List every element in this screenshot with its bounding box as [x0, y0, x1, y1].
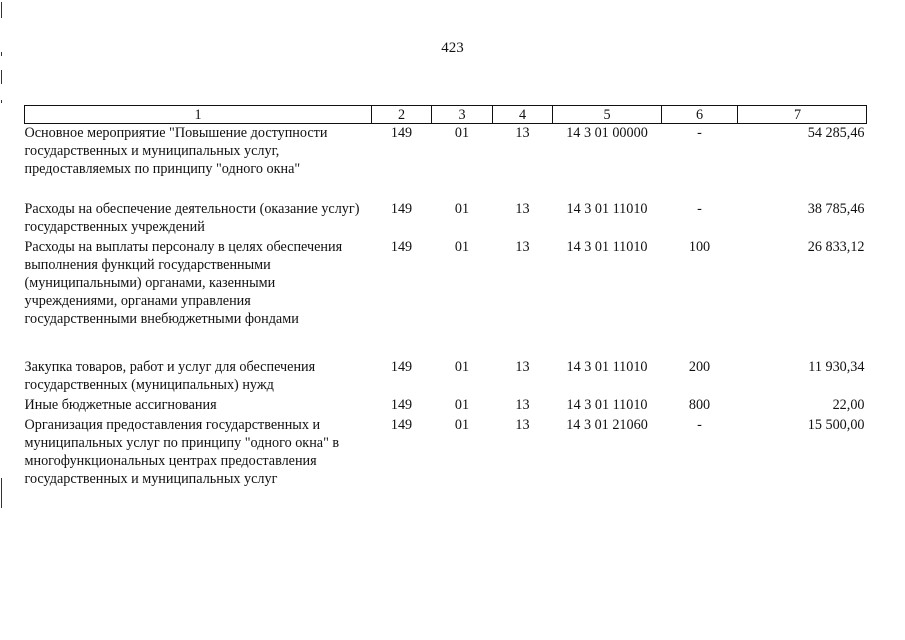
table-row: [25, 200, 867, 238]
row-target-article: 14 3 01 00000: [566, 125, 648, 141]
margin-scan-marks: [0, 0, 4, 520]
row-amount: 38 785,46: [807, 201, 865, 217]
table-row: [25, 416, 867, 488]
table-row: [25, 238, 867, 358]
row-name: Иные бюджетные ассигнования: [24, 397, 217, 413]
row-target-article: 14 3 01 11010: [566, 239, 648, 255]
column-header: 6: [662, 106, 738, 124]
row-ministry-code: 149: [390, 239, 413, 255]
row-amount: 15 500,00: [807, 417, 865, 433]
row-expense-type: -: [697, 201, 702, 217]
row-expense-type: 100: [688, 239, 711, 255]
row-target-article: 14 3 01 21060: [566, 417, 648, 433]
row-expense-type: 800: [688, 397, 711, 413]
row-target-article: 14 3 01 11010: [566, 359, 648, 375]
row-name: Расходы на выплаты персоналу в целях обеспечения выполнения функций государственными (муниципальными) органами, казенными учреждениями, органами управления государственными внебюджетными фондами: [24, 239, 343, 327]
row-subsection-code: 13: [515, 397, 530, 413]
column-header: 3: [432, 106, 493, 124]
row-subsection-code: 13: [515, 201, 530, 217]
column-header: 4: [493, 106, 553, 124]
row-name: Организация предоставления государственных и муниципальных услуг по принципу "одного окна" в многофункциональных центрах предоставления государственных и муниципальных услуг: [24, 417, 340, 487]
row-target-article: 14 3 01 11010: [566, 201, 648, 217]
row-expense-type: -: [697, 417, 702, 433]
row-expense-type: -: [697, 125, 702, 141]
page-number: 423: [441, 40, 464, 56]
table-row: [25, 396, 867, 416]
row-subsection-code: 13: [515, 359, 530, 375]
row-ministry-code: 149: [390, 397, 413, 413]
column-header: 7: [738, 106, 867, 124]
row-name: Расходы на обеспечение деятельности (оказание услуг) государственных учреждений: [24, 201, 360, 235]
column-header: 1: [25, 106, 372, 124]
table-header-row: [25, 106, 867, 124]
row-expense-type: 200: [688, 359, 711, 375]
column-header: 5: [553, 106, 662, 124]
row-subsection-code: 13: [515, 417, 530, 433]
table-row: [25, 124, 867, 201]
row-amount: 11 930,34: [808, 359, 865, 375]
row-target-article: 14 3 01 11010: [566, 397, 648, 413]
row-ministry-code: 149: [390, 359, 413, 375]
row-ministry-code: 149: [390, 201, 413, 217]
row-subsection-code: 13: [515, 125, 530, 141]
budget-table: [24, 105, 867, 488]
row-subsection-code: 13: [515, 239, 530, 255]
row-amount: 26 833,12: [807, 239, 865, 255]
row-section-code: 01: [454, 125, 470, 141]
row-amount: 54 285,46: [807, 125, 865, 141]
row-section-code: 01: [454, 397, 470, 413]
column-header: 2: [372, 106, 432, 124]
row-section-code: 01: [454, 417, 470, 433]
row-amount: 22,00: [832, 397, 865, 413]
row-section-code: 01: [454, 359, 470, 375]
row-ministry-code: 149: [390, 417, 413, 433]
row-section-code: 01: [454, 239, 470, 255]
row-name: Закупка товаров, работ и услуг для обеспечения государственных (муниципальных) нужд: [24, 359, 316, 393]
row-section-code: 01: [454, 201, 470, 217]
row-name: Основное мероприятие "Повышение доступности государственных и муниципальных услуг, предоставляемых по принципу "одного окна": [24, 125, 328, 177]
row-ministry-code: 149: [390, 125, 413, 141]
table-row: [25, 358, 867, 396]
